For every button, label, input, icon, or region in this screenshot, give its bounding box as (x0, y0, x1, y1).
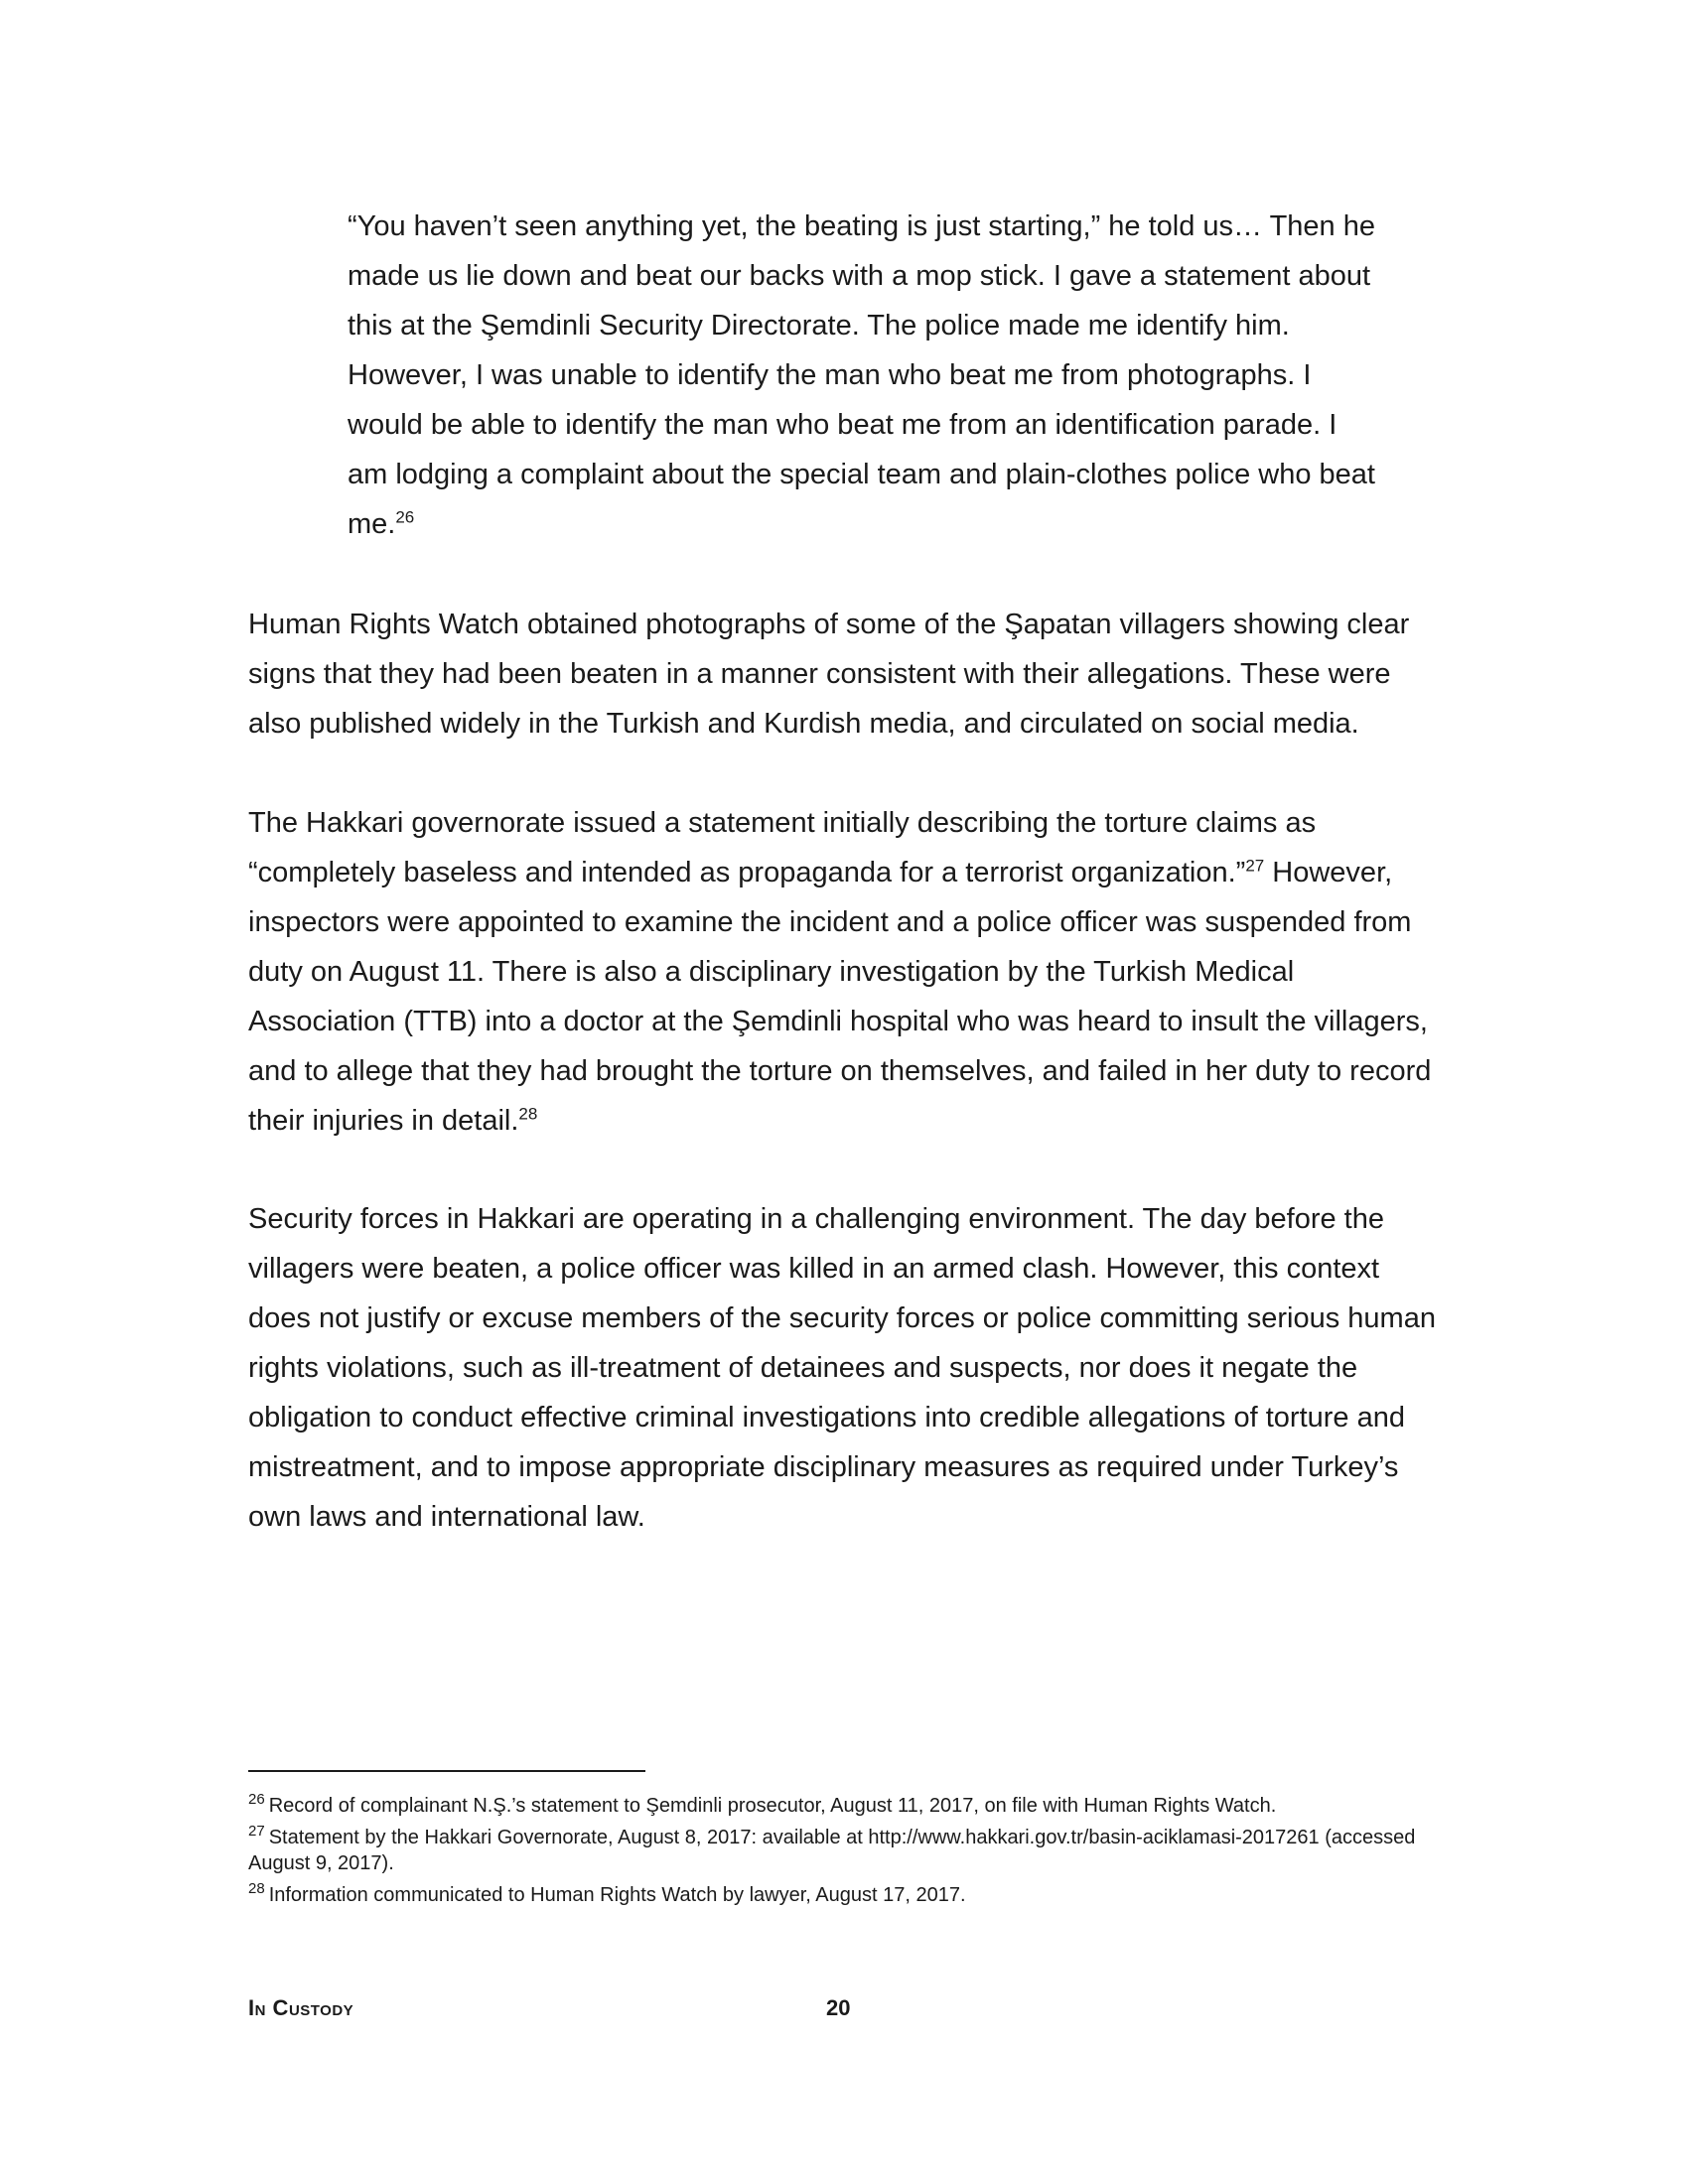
footnote-text: Record of complainant N.Ş.’s statement to Şemdinli prosecutor, August 11, 2017, on file with Human Rights Watch. (268, 1795, 1277, 1817)
paragraph-text: The Hakkari governorate issued a statement initially describing the torture claims as “completely baseless and intended as propaganda for a terrorist organization.” (248, 807, 1317, 888)
paragraph-text: However, inspectors were appointed to examine the incident and a police officer was suspended from duty on August 11. There is also a disciplinary investigation by the Turkish Medical Association (TTB) into a doctor at the Şemdinli hospital who was heard to insult the villagers, and to allege that they had brought the torture on themselves, and failed in her duty to record their injuries in detail. (248, 857, 1432, 1137)
running-footer-title: In Custody (248, 1995, 354, 2020)
footnote-number: 26 (248, 1791, 265, 1809)
footnote-text: Statement by the Hakkari Governorate, August 8, 2017: available at http://www.hakkari.gov.tr/basin-aciklamasi-2017261 (accessed August 9, 2017). (248, 1827, 1416, 1874)
footnote (248, 1882, 1440, 1908)
footnote-divider (248, 1770, 645, 1772)
footnote-reference: 26 (395, 507, 415, 527)
footnote-number: 28 (248, 1880, 265, 1898)
body-paragraph (248, 600, 1440, 749)
page-number: 20 (826, 1995, 851, 2020)
footnote-number: 27 (248, 1823, 265, 1841)
footnote (248, 1793, 1440, 1819)
footnote (248, 1825, 1440, 1876)
paragraph-text: Security forces in Hakkari are operating in a challenging environment. The day before the villagers were beaten, a police officer was killed in an armed clash. However, this context does not justify or excuse members of the security forces or police committing serious human rights violations, such as ill-treatment of detainees and suspects, nor does it negate the obligation to conduct effective criminal investigations into credible allegations of torture and mistreatment, and to impose appropriate disciplinary measures as required under Turkey’s own laws and international law. (248, 1203, 1436, 1533)
body-paragraph (248, 798, 1440, 1146)
block-quote (348, 202, 1380, 549)
footnote-reference: 27 (1245, 856, 1265, 876)
body-paragraph (248, 1194, 1440, 1542)
paragraph-text: Human Rights Watch obtained photographs of some of the Şapatan villagers showing clear signs that they had been beaten in a manner consistent with their allegations. These were also published widely in the Turkish and Kurdish media, and circulated on social media. (248, 609, 1410, 740)
footnote-reference: 28 (518, 1104, 538, 1124)
footnotes (248, 1793, 1440, 1914)
footnote-text: Information communicated to Human Rights Watch by lawyer, August 17, 2017. (268, 1884, 966, 1906)
block-quote-text: “You haven’t seen anything yet, the beating is just starting,” he told us… Then he made us lie down and beat our backs with a mop stick. I gave a statement about this at the Şemdinli Security Directorate. The police made me identify him. However, I was unable to identify the man who beat me from photographs. I would be able to identify the man who beat me from an identification parade. I am lodging a complaint about the special team and plain-clothes police who beat me. (348, 210, 1375, 540)
